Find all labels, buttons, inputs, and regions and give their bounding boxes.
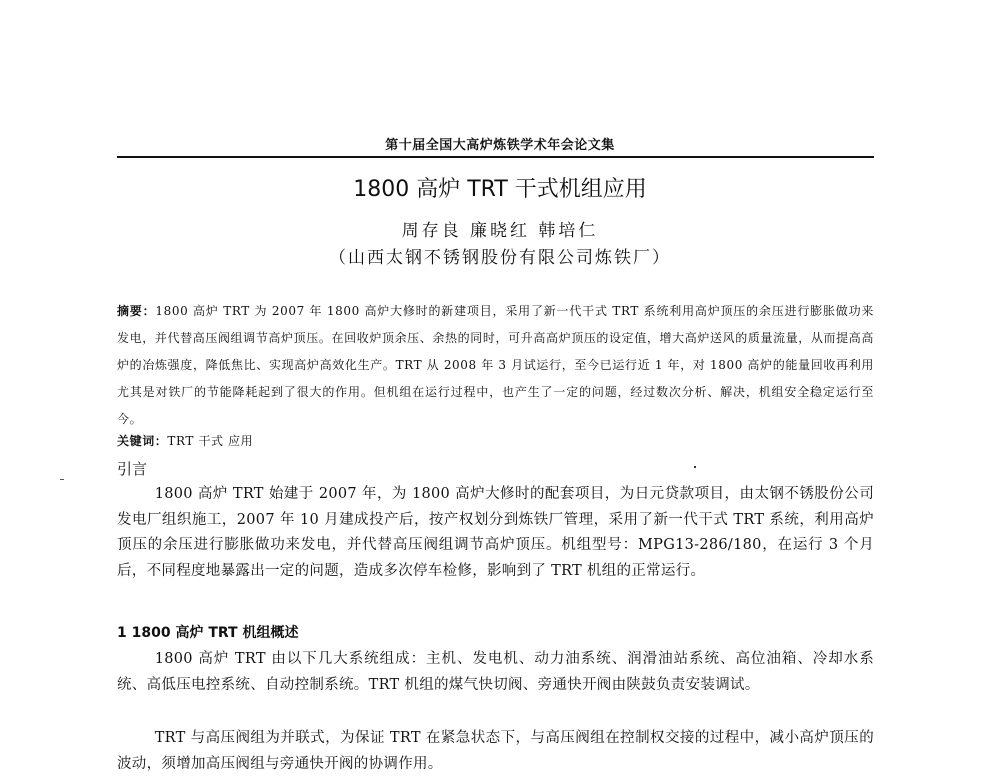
header-rule xyxy=(117,156,874,158)
affiliation: （山西太钢不锈钢股份有限公司炼铁厂） xyxy=(329,248,671,268)
section-1-heading: 1 1800 高炉 TRT 机组概述 xyxy=(117,625,299,641)
keywords-text: TRT 干式 应用 xyxy=(167,434,254,448)
intro-heading: 引言 xyxy=(117,460,148,478)
keywords xyxy=(117,432,874,449)
keywords-label: 关键词： xyxy=(117,434,168,448)
authors: 周存良 廉晓红 韩培仁 xyxy=(401,221,599,241)
section-1-paragraph-1: 1800 高炉 TRT 由以下几大系统组成：主机、发电机、动力油系统、润滑油站系统、高位油箱、冷却水系统、高低压电控系统、自动控制系统。TRT 机组的煤气快切阀、旁通快开阀由陕鼓负责安装调试。 xyxy=(117,651,874,693)
abstract-label: 摘要： xyxy=(117,304,156,318)
abstract-text: 1800 高炉 TRT 为 2007 年 1800 高炉大修时的新建项目，采用了新一代干式 TRT 系统利用高炉顶压的余压进行膨胀做功来发电，并代替高压阀组调节高炉顶压。在回收炉顶余压、余热的同时，可升高高炉顶压的设定值，增大高炉送风的质量流量，从而提高高炉的冶炼强度，降低焦比、实现高炉高效化生产。TRT 从 2008 年 3 月试运行，至今已运行近 1 年，对 1800 高炉的能量回收再利用尤其是对铁厂的节能降耗起到了很大的作用。但机组在运行过程中，也产生了一定的问题，经过数次分析、解决，机组安全稳定运行至今。 xyxy=(117,304,874,426)
paper-title: 1800 高炉 TRT 干式机组应用 xyxy=(353,177,647,202)
intro-paragraph: 1800 高炉 TRT 始建于 2007 年，为 1800 高炉大修时的配套项目，为日元贷款项目，由太钢不锈股份公司发电厂组织施工，2007 年 10 月建成投产后，按产权划分到炼铁厂管理，采用了新一代干式 TRT 系统，利用高炉顶压的余压进行膨胀做功来发电，并代替高压阀组调节高炉顶压。机组型号：MPG13-286/180，在运行 3 个月后，不同程度地暴露出一定的问题，造成多次停车检修，影响到了 TRT 机组的正常运行。 xyxy=(117,486,874,579)
scan-mark xyxy=(60,479,64,480)
section-1-paragraph-2: TRT 与高压阀组为并联式，为保证 TRT 在紧急状态下，与高压阀组在控制权交接的过程中，减小高炉顶压的波动，须增加高压阀组与旁通快开阀的协调作用。 xyxy=(117,730,874,772)
scan-speck xyxy=(694,466,696,468)
running-head: 第十届全国大高炉炼铁学术年会论文集 xyxy=(385,138,615,153)
abstract xyxy=(117,298,874,433)
